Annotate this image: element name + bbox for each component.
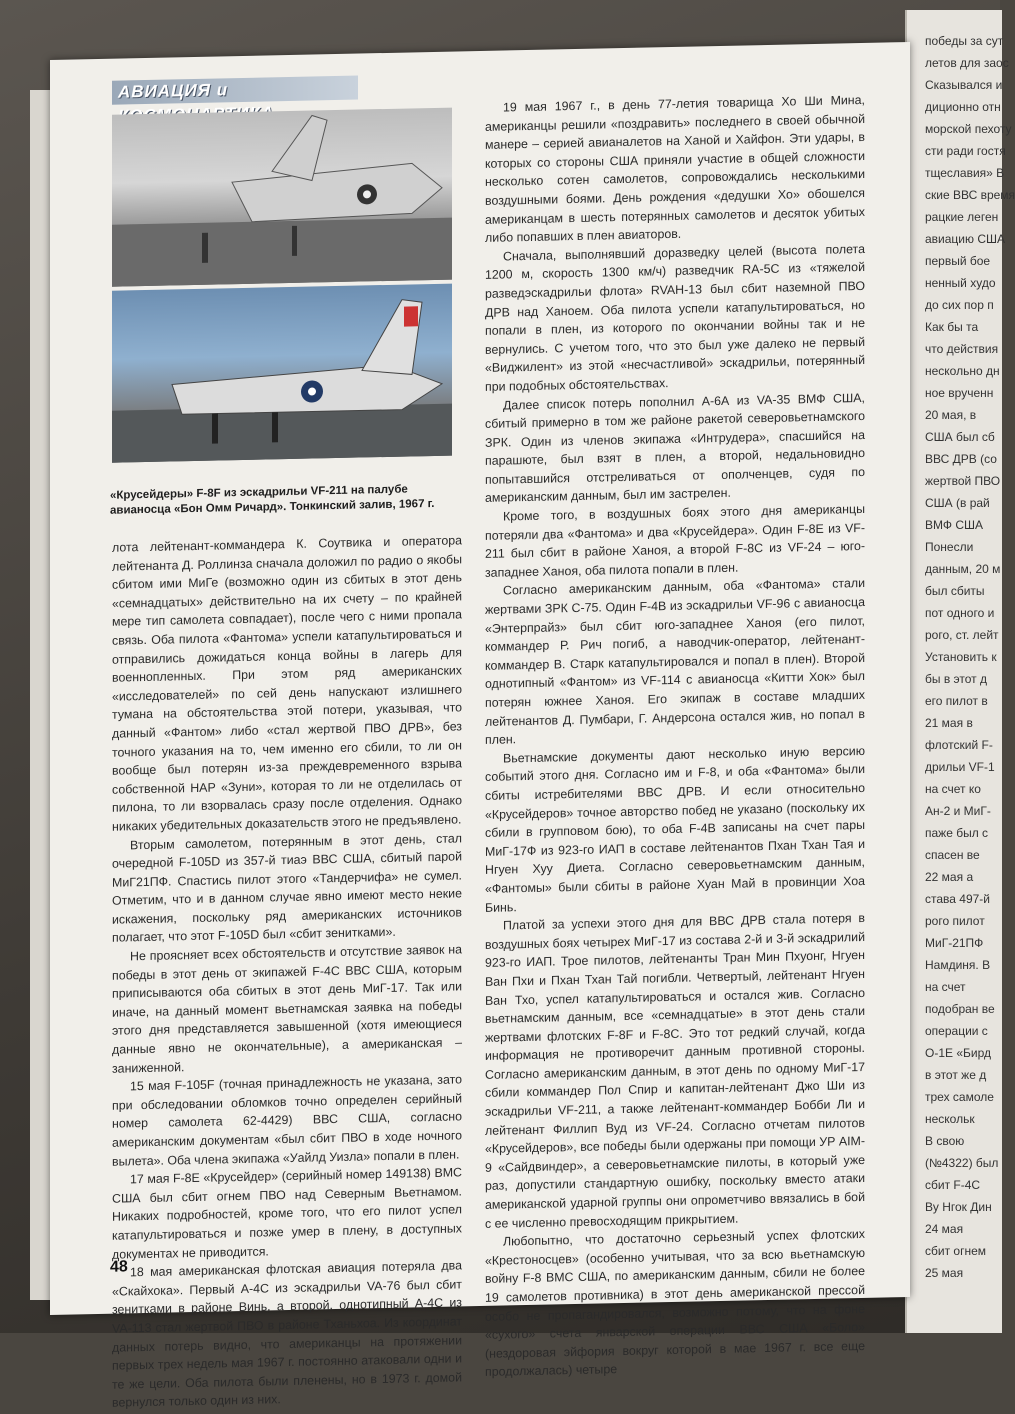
facing-page-line: О-1Е «Бирд [925, 1046, 991, 1060]
facing-page-line: его пилот в [925, 694, 988, 708]
paragraph: Не проясняет всех обстоятельств и отсутствие заявок на победы в этот день от экипажей F-4C ВВС США, которым приписываются оба сбитых в этот день МиГ-17. Так или иначе, на данный момент вьетнамская заявка на победы этого дня представляется завышенной (хотя имеющиеся данные явно не окончательные), а американская – заниженной. [112, 942, 462, 1076]
facing-page-line: дрильи VF-1 [925, 760, 995, 774]
facing-page-line: 25 мая [925, 1266, 964, 1280]
right-text-column [485, 91, 865, 1382]
page-number: 48 [110, 1258, 128, 1276]
facing-page-line: нескольк [925, 1112, 975, 1126]
jet-photo-bottom [112, 284, 452, 463]
facing-page-line: ВМФ США [925, 518, 983, 532]
facing-page-line: рого, ст. лейт [925, 628, 999, 642]
facing-page-line: Понесли [925, 540, 974, 554]
facing-page-line: подобран ве [925, 1002, 995, 1016]
facing-page-line: 24 мая [925, 1222, 964, 1236]
facing-page-line: летов для заос [925, 56, 1009, 70]
facing-page-line: трех самоле [925, 1090, 994, 1104]
paragraph: Любопытно, что достаточно серьезный успех флотских «Крестоносцев» (особенно учитывая, что за всю вьетнамскую войну F-8 ВМС США, по американским данным, сбили не более 19 самолетов противника) в этот день американской прессой особо не пропагандировался, возможно потому, что на фоне «сухого» счета январской операции ВВС США «Боло» (нездоровая эйфория вокруг которой в мае 1967 г. все еще продолжалась) четыре [485, 1227, 865, 1380]
facing-page-line: в этот же д [925, 1068, 987, 1082]
facing-page-line: до сих пор п [925, 298, 994, 312]
facing-page-line: бы в этот д [925, 672, 988, 686]
facing-page-line: 21 мая в [925, 716, 973, 730]
facing-page-line: В свою [925, 1134, 965, 1148]
facing-page-line: победы за сут [925, 34, 1004, 48]
facing-page-line: был сбиты [925, 584, 985, 598]
facing-page-line: става 497-й [925, 892, 991, 906]
facing-page-line: ное врученн [925, 386, 994, 400]
facing-page-line: 20 мая, в [925, 408, 977, 422]
facing-page-line: рого пилот [925, 914, 985, 928]
facing-page-line: МиГ-21ПФ [925, 936, 984, 950]
paragraph: 15 мая F-105F (точная принадлежность не указана, зато при обследовании обломков точно определен серийный номер самолета 62-4429) ВВС США, согласно американским документам «был сбит ПВО в ходе ночного вылета». Оба члена экипажа «Уайлд Уизла» попали в плен. [112, 1072, 462, 1169]
photo-caption: «Крусейдеры» F-8F из эскадрильи VF-211 на палубе авианосца «Бон Омм Ричард». Тонкинский залив, 1967 г. [110, 483, 435, 517]
section-header: АВИАЦИЯ и [112, 76, 358, 105]
facing-page-line: флотский F- [925, 738, 993, 752]
facing-page-line: пот одного и [925, 606, 995, 620]
paragraph: Далее список потерь пополнил А-6А из VA-35 ВМФ США, сбитый примерно в том же районе ракетой северовьетнамского ЗРК. Один из членов экипажа «Интрудера», спасшийся на парашюте, был взят в плен, а второй, недальновидно попытавшийся отстреливаться от ополченцев, судя по американским данным, был им застрелен. [485, 390, 865, 506]
facing-page-line: операции с [925, 1024, 988, 1038]
facing-page [905, 10, 1015, 1333]
facing-page-line: Намдиня. В [925, 958, 991, 972]
facing-page-line: ские ВВС время [925, 188, 1015, 202]
paragraph: Платой за успехи этого дня для ВВС ДРВ стала потеря в воздушных боях четырех МиГ-17 из состава 2-й и 3-й эскадрилий 923-го ИАП. Трое пилотов, лейтенанты Тран Мин Пхуонг, Нгуен Ван Пхи и Пхан Тхан Тай погибли. Четвертый, лейтенант Нгуен Ван Тхо, успел катапультироваться и остался жив. Согласно вьетнамским данным, все «семнадцатые» в этот день стали жертвами флотских F-8F и F-8C. Это тот редкий случай, когда информация не противоречит данным противной стороны. Согласно американским данным, в этот день по одному МиГ-17 сбили коммандер Пол Спир и капитан-лейтенант Джо Ши из эскадрильи VF-211, а также лейтенант-коммандер Бобби Ли и лейтенант Филлип Вуд из VF-24. Согласно отчетам пилотов «Крусейдеров», все победы были одержаны при помощи УР AIM-9 «Сайдвиндер», а северовьетнамские пилоты, в который уже раз, допустили стандартную ошибку, поскольку вместо атаки американской ударной группы они опрометчиво ввязались в бой с ее численно превосходящим прикрытием. [485, 911, 865, 1231]
facing-page-line: на счет [925, 980, 966, 994]
paragraph: Согласно американским данным, оба «Фантома» стали жертвами ЗРК С-75. Один F-4B из эскадрильи VF-96 с авианосца «Энтерпрайз» был сбит юго-западнее Ханоя (его пилот, коммандер Р. Рич погиб, а наводчик-оператор, лейтенант-коммандер В. Старк катапультировался и попал в плен). Второй однотипный «Фантом» из VF-114 с авианосца «Китти Хок» был потерян южнее Ханоя. Его экипаж в составе младших лейтенантов Д. Пумбари, Г. Андерсона остался жив, но попал в плен. [485, 576, 865, 748]
page-stack-edge [30, 90, 52, 1300]
facing-page-line: первый бое [925, 254, 991, 268]
facing-page-line: сти ради гостя [925, 144, 1006, 158]
facing-page-line: сбит огнем [925, 1244, 987, 1258]
facing-page-line: сбит F-4С [925, 1178, 981, 1192]
facing-page-line: спасен ве [925, 848, 980, 862]
facing-page-line: что действия [925, 342, 999, 356]
facing-page-line: данным, 20 м [925, 562, 1001, 576]
left-text-column [112, 531, 462, 1412]
facing-page-line: тщеславия» В [925, 166, 1005, 180]
facing-page-line: США был сб [925, 430, 995, 444]
facing-page-line: Как бы та [925, 320, 979, 334]
facing-page-text [907, 10, 1015, 1284]
facing-page-line: Сказывался и [925, 78, 1003, 92]
facing-page-line: морской пехоту [925, 122, 1012, 136]
paragraph: Сначала, выполнявший доразведку целей (высота полета 1200 м, скорость 1300 км/ч) разведчик RA-5C из «тяжелой разведэскадрильи флота» RVAH-13 был сбит наземной ПВО ДРВ над Ханоем. Оба пилота успели катапультироваться, но попали в плен, из которого по окончании войны так и не вернулись. С учетом того, что это был уже далеко не первый «Виджилент» из этой «несчастливой» эскадрильи, потерянный при подобных обстоятельствах. [485, 241, 865, 394]
facing-page-line: Ву Нгок Дин [925, 1200, 992, 1214]
paragraph: Вторым самолетом, потерянным в этот день, стал очередной F-105D из 357-й тиаэ ВВС США, сбитый парой МиГ21ПФ. Спастись пилот этого «Тандерчифа» не сумел. Отметим, что и в данном случае явно имеют место некие искажения, поскольку ряд американских источников полагает, что этот F-105D был «сбит зенитками». [112, 830, 462, 946]
facing-page-line: рацкие леген [925, 210, 999, 224]
facing-page-line: паже был с [925, 826, 989, 840]
facing-page-line: диционно отн [925, 100, 1001, 114]
paragraph: 17 мая F-8E «Крусейдер» (серийный номер 149138) ВМС США был сбит огнем ПВО над Северным Вьетнамом. Никаких подробностей, кроме того, что его пилот успел катапультироваться и позже умер в плену, в доступных документах не приводится. [112, 1165, 462, 1262]
magazine-page [50, 42, 910, 1411]
facing-page-line: ненный худо [925, 276, 996, 290]
facing-page-line: жертвой ПВО [925, 474, 1001, 488]
facing-page-line: на счет ко [925, 782, 981, 796]
facing-page-line: Ан-2 и МиГ- [925, 804, 991, 818]
paragraph: лота лейтенант-коммандера К. Соутвика и оператора лейтенанта Д. Роллинза сначала доложил по радио о якобы сбитом ими МиГе (возможно один из сбитых в этот день «семнадцатых» действительно на их счету – по крайней мере тип самолета совпадает), после чего с ними пропала связь. Оба пилота «Фантома» успели катапультироваться и отправились дожидаться конца войны в лагерь для военнопленных. При этом ряд американских «исследователей» по сей день напускают излишнего тумана на обстоятельства этой потери, указывая, что данный «Фантом» либо «стал жертвой ПВО ДРВ», без точного указания на то, чем именно его сбили, то ли он вообще был потерян из-за преждевременного взрыва собственной НАР «Зуни», которая то ли не отделилась от пилона, то ли взорвалась сразу после отделения. Однако никаких убедительных доказательств этого не предъявлено. [112, 533, 462, 834]
photo-top [112, 108, 452, 287]
facing-page-line: Установить к [925, 650, 997, 664]
paragraph: 19 мая 1967 г., в день 77-летия товарища Хо Ши Мина, американцы решили «поздравить» последнего в своей обычной манере – серией авианалетов на Ханой и Хайфон. Эти удары, в которых со стороны США приняли участие в общей сложности несколько сотен самолетов, сопровождались несколькими воздушными боями. День рождения «дедушки Хо» обошелся американцам в шесть потерянных самолетов и десяток убитых либо попавших в плен авиаторов. [485, 92, 865, 246]
facing-page-line: США (в рай [925, 496, 990, 510]
facing-page-line: ВВС ДРВ (со [925, 452, 997, 466]
paragraph: 18 мая американская флотская авиация потеряла два «Скайхока». Первый А-4С из эскадрильи VA-76 был сбит зенитками в районе Винь, а второй, однотипный А-4С из VA-113 стал жертвой ПВО в районе Тханьхоа. Из координат данных потерь видно, что американцы на протяжении первых трех недель мая 1967 г. постоянно атаковали одни и те же цели. Оба пилота были пленены, но в 1973 г. домой вернулся только один из них. [112, 1258, 462, 1411]
jet-photo-top [112, 108, 452, 287]
paragraph: Вьетнамские документы дают несколько иную версию событий этого дня. Согласно им и F-8, и оба «Фантома» были сбиты истребителями ВВС ДРВ. И если относительно «Крусейдеров» точное авторство побед не указано (поскольку их сбили в групповом бою), то оба F-4B записаны на счет пары МиГ-17Ф из 923-го ИАП в составе лейтенантов Пхан Тхан Тая и Нгуен Хуу Диета. Согласно северовьетнамским данным, «Фантомы» были сбиты в районе Хуан Май в провинции Хоа Бинь. [485, 743, 865, 915]
facing-page-line: авиацию США [925, 232, 1006, 246]
photo-bottom [112, 284, 452, 463]
facing-page-line: 22 мая а [925, 870, 974, 884]
facing-page-line: нескольно дн [925, 364, 1000, 378]
facing-page-line: (№4322) был [925, 1156, 999, 1170]
paragraph: Кроме того, в воздушных боях этого дня американцы потеряли два «Фантома» и два «Крусейдера». Один F-8E из VF-211 был сбит в районе Ханоя, а второй F-8C из VF-24 – юго-западнее Ханоя, оба пилота попали в плен. [485, 501, 865, 580]
